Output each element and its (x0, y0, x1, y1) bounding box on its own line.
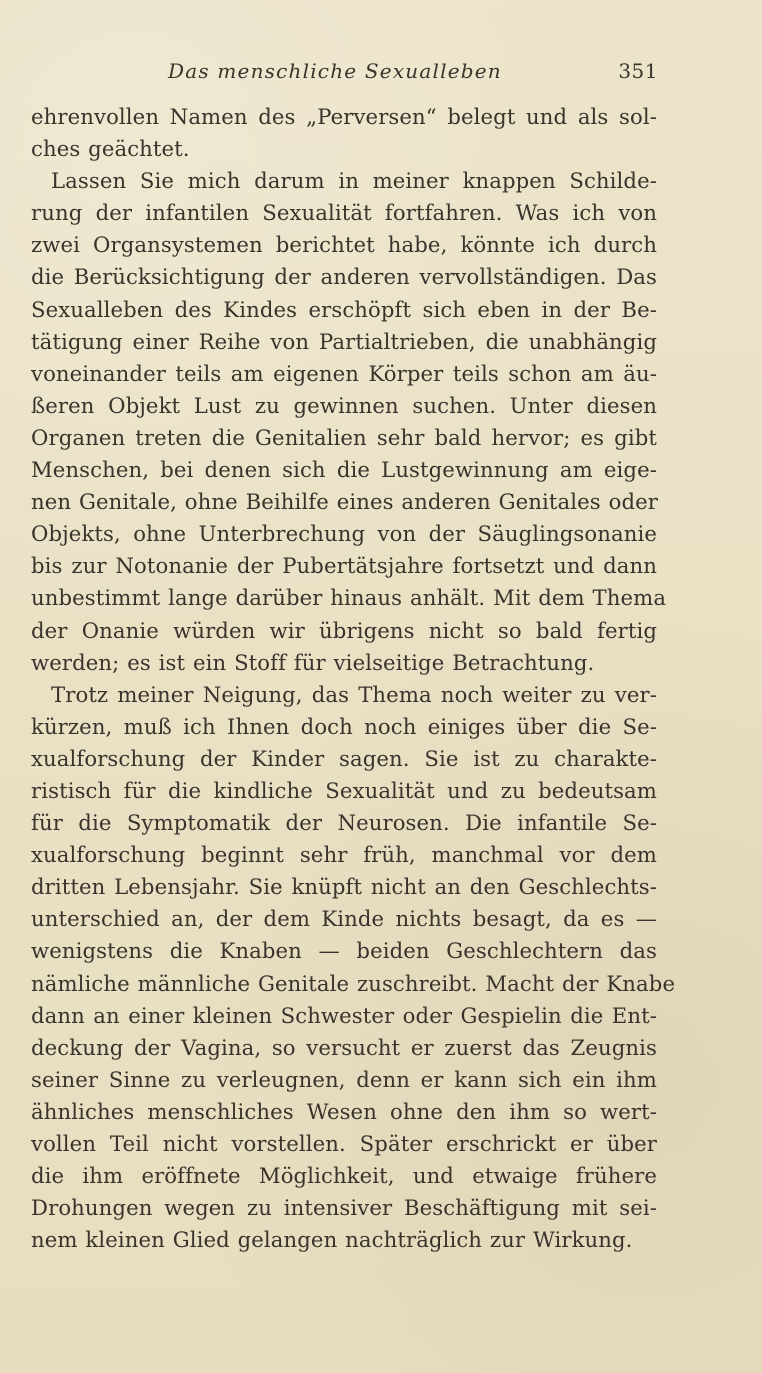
text-line: unterschied an, der dem Kinde nichts besagt, da es — (31, 906, 657, 932)
text-line: xualforschung beginnt sehr früh, manchmal vor dem (31, 842, 657, 868)
text-line: nämliche männliche Genitale zuschreibt. Macht der Knabe (31, 970, 676, 996)
text-line: Trotz meiner Neigung, das Thema noch weiter zu ver- (51, 681, 657, 707)
text-line: Sexualleben des Kindes erschöpft sich eben in der Be- (31, 296, 657, 322)
text-line: Lassen Sie mich darum in meiner knappen Schilde- (51, 168, 657, 194)
text-line: dritten Lebensjahr. Sie knüpft nicht an den Geschlechts- (31, 874, 657, 900)
text-line: für die Symptomatik der Neurosen. Die infantile Se- (31, 810, 657, 836)
page-header (168, 59, 658, 89)
body-text (31, 101, 676, 1261)
text-line: unbestimmt lange darüber hinaus anhält. Mit dem Thema (31, 585, 667, 611)
page-number: 351 (618, 59, 658, 83)
text-line: ches geächtet. (31, 136, 190, 162)
text-line: tätigung einer Reihe von Partialtrieben, die unabhängig (31, 328, 657, 354)
text-line: seiner Sinne zu verleugnen, denn er kann sich ein ihm (31, 1066, 657, 1092)
text-line: vollen Teil nicht vorstellen. Später erschrickt er über (31, 1131, 657, 1156)
text-line: voneinander teils am eigenen Körper teils schon am äu- (31, 360, 657, 386)
text-line: nem kleinen Glied gelangen nachträglich zur Wirkung. (31, 1227, 633, 1253)
text-line: deckung der Vagina, so versucht er zuerst das Zeugnis (31, 1034, 657, 1060)
text-line: Drohungen wegen zu intensiver Beschäftigung mit sei- (31, 1195, 657, 1221)
text-line: wenigstens die Knaben — beiden Geschlechtern das (31, 938, 657, 964)
text-line: ehrenvollen Namen des „Perversen“ belegt und als sol- (31, 104, 657, 129)
text-line: ristisch für die kindliche Sexualität und zu bedeutsam (31, 777, 657, 803)
text-line: nen Genitale, ohne Beihilfe eines anderen Genitales oder (31, 489, 658, 515)
text-line: die Berücksichtigung der anderen vervollständigen. Das (31, 264, 657, 290)
text-line: ßeren Objekt Lust zu gewinnen suchen. Unter diesen (31, 392, 657, 418)
running-title: Das menschliche Sexualleben (168, 59, 502, 83)
text-line: rung der infantilen Sexualität fortfahren. Was ich von (31, 200, 657, 226)
text-line: Organen treten die Genitalien sehr bald hervor; es gibt (31, 424, 657, 450)
text-line: bis zur Notonanie der Pubertätsjahre fortsetzt und dann (31, 553, 657, 579)
text-line: xualforschung der Kinder sagen. Sie ist zu charakte- (31, 745, 657, 771)
text-line: dann an einer kleinen Schwester oder Gespielin die Ent- (31, 1002, 657, 1028)
text-line: werden; es ist ein Stoff für vielseitige Betrachtung. (31, 649, 595, 675)
text-line: Objekts, ohne Unterbrechung von der Säuglingsonanie (31, 521, 657, 547)
text-line: ähnliches menschliches Wesen ohne den ihm so wert- (31, 1098, 657, 1124)
text-line: zwei Organsystemen berichtet habe, könnte ich durch (31, 232, 657, 258)
text-line: Menschen, bei denen sich die Lustgewinnung am eige- (31, 457, 657, 483)
text-line: kürzen, muß ich Ihnen doch noch einiges über die Se- (31, 713, 657, 739)
text-line: der Onanie würden wir übrigens nicht so bald fertig (31, 617, 657, 643)
text-line: die ihm eröffnete Möglichkeit, und etwaige frühere (31, 1163, 657, 1189)
